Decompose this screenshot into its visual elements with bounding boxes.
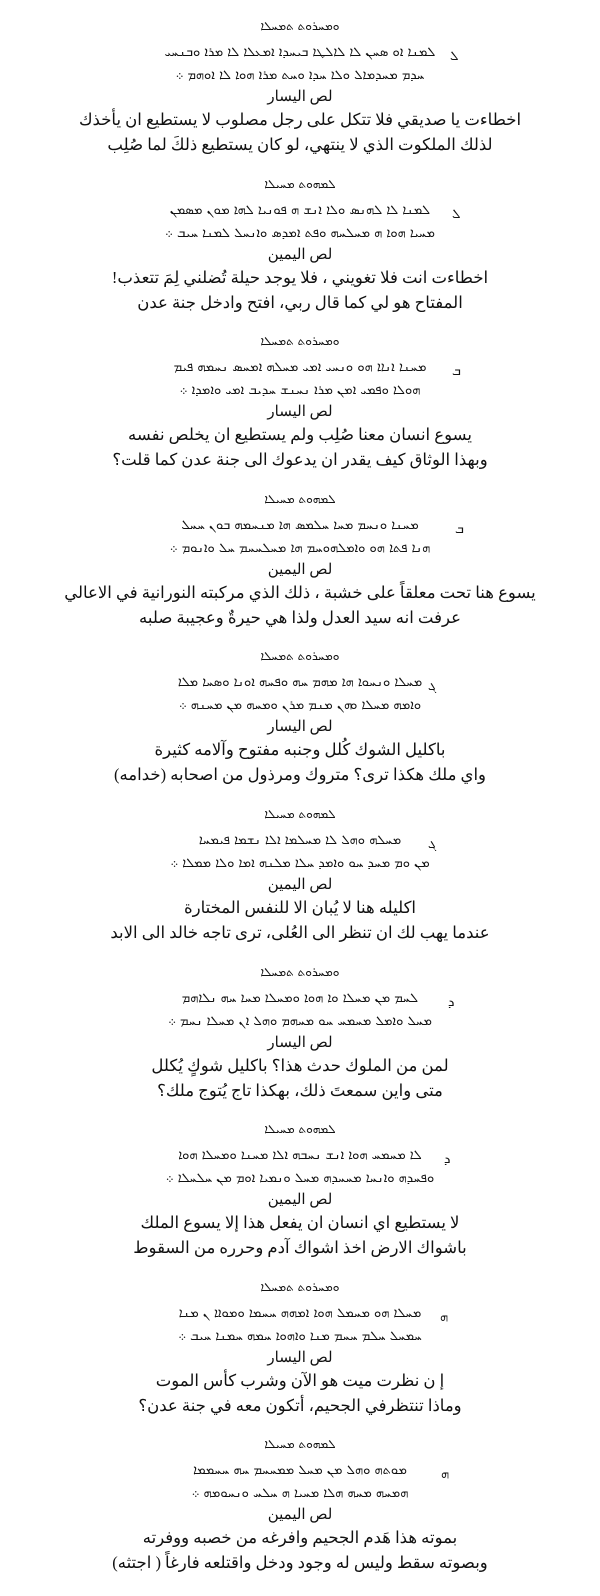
stanza: [0, 958, 600, 1108]
syriac-line-2: ܗܘܠܐ ܘܦܡܝ ܐܡܢ ܡܪܐ ܢܚܢܫ ܚܕܝܒ ܐܡܝ ܘܐܡܕܐ ܀: [179, 383, 421, 398]
stanza: [0, 485, 600, 635]
side-label: لص اليمين: [267, 247, 333, 263]
stanza: [0, 1430, 600, 1580]
arabic-line-1: اكليله هنا لا يُبان الا للنفس المختارة: [183, 898, 417, 917]
arabic-line-2: وماذا تنتظرفي الجحيم، أتكون معه في جنة عدن؟: [138, 1396, 462, 1415]
side-label: لص اليسار: [267, 1350, 333, 1366]
arabic-line-2: عندما يهب لك ان تنظر الى العُلى، ترى تاجه خالد الى الابد: [110, 923, 490, 942]
side-label: لص اليسار: [267, 89, 333, 105]
arabic-line-2: المفتاح هو لي كما قال ربي، افتح وادخل جنة عدن: [137, 293, 463, 312]
side-label: لص اليمين: [267, 562, 333, 578]
side-label: لص اليمين: [267, 1192, 333, 1208]
side-label: لص اليسار: [267, 719, 333, 735]
stanza-number: ܒ: [455, 522, 464, 537]
stanza: [0, 327, 600, 477]
arabic-line-1: بموته هذا هَدم الجحيم وافرغه من خصبه ووفرته: [142, 1528, 458, 1547]
arabic-line-1: لا يستطيع اي انسان ان يفعل هذا إلا يسوع الملك: [140, 1213, 460, 1232]
arabic-line-1: باكليل الشوك كُلل وجنبه مفتوح وآلامه كثيرة: [154, 740, 446, 759]
arabic-line-1: إ ن نظرت ميت هو الآن وشرب كأس الموت: [155, 1371, 445, 1390]
side-label: لص اليمين: [267, 1507, 333, 1523]
stanza-number: ܕ: [448, 995, 455, 1010]
stanza-number: ܒ: [452, 364, 461, 379]
speaker-heading: ܠܡܗܘܬ ܡܚܝܠܐ: [264, 1122, 336, 1136]
syriac-line-1: ܡܚܠܐ ܗܘ ܡܚܡܠ ܗܘܐ ܐܡܗܗ ܚܚܡܐ ܘܡܘܐܐ ܢ ܡܢܐ: [178, 1306, 422, 1321]
stanza: [0, 170, 600, 320]
arabic-line-1: اخطاءت انت فلا تغويني ، فلا يوجد حيلة تُضلني لِمَ تتعذب!: [111, 268, 489, 287]
syriac-line-2: ܘܦܚܕܗ ܘܐܢܚܐ ܡܚܚܕܗ ܡܚܠ ܘܢܡܝܐ ܐܘܡ ܡܢ ܚܠܚܠܐ ܀: [165, 1171, 435, 1186]
side-label: لص اليسار: [267, 404, 333, 420]
speaker-heading: ܘܡܚܪܘܬ ܬܡܚܠܐ: [260, 1280, 340, 1294]
stanza-number: ܠ: [452, 207, 461, 222]
syriac-line-2: ܚܕܡ ܡܚܕܡܐܠ ܘܠܐ ܚܕܐ ܘܚܬ ܡܪܐ ܗܘܐ ܠܐ ܐܘܗܡ ܀: [175, 68, 425, 83]
stanza: [0, 12, 600, 162]
stanza: [0, 800, 600, 950]
syriac-line-1: ܡܚܢܐ ܘܢܚܡ ܡܚܐ ܚܠܡܣ ܗܐ ܡܢܚܡܗ ܒܘܢ ܚܚܠ: [181, 518, 419, 533]
side-label: لص اليمين: [267, 877, 333, 893]
syriac-line-2: ܡܚܠ ܘܐܡܠ ܡܚܡܚ ܚܘ ܡܚܗܡ ܘܗܠ ܐܢ ܡܚܠܐ ܢܚܡ ܀: [168, 1014, 432, 1029]
syriac-line-1: ܠܡܢܐ ܐܘ ܣܚܢ ܠܐ ܠܐܠܛܐ ܒܝܚܕܐ ܐܡܥܠܐ ܠܐ ܡܪܐ ܘܒܢܚܝ: [164, 45, 436, 60]
speaker-heading: ܘܡܚܪܘܬ ܬܡܚܠܐ: [260, 965, 340, 979]
arabic-line-2: وبهذا الوثاق كيف يقدر ان يدعوك الى جنة عدن كما قلت؟: [112, 450, 488, 469]
arabic-line-2: باشواك الارض اخذ اشواك آدم وحرره من السقوط: [133, 1238, 467, 1257]
arabic-line-2: واي ملك هكذا ترى؟ متروك ومرذول من اصحابه (خدامه): [113, 765, 487, 784]
syriac-line-1: ܡܚܠܗ ܘܗܠ ܠܐ ܡܚܠܡܐ ܐܠܐ ܢܫܡܐ ܦܝܡܚܐ: [198, 833, 402, 848]
speaker-heading: ܘܡܚܪܘܬ ܬܡܚܠܐ: [260, 334, 340, 348]
arabic-line-1: اخطاءت يا صديقي فلا تتكل على رجل مصلوب لا يستطيع ان يأخذك: [78, 110, 522, 129]
syriac-line-1: ܠܡܢܐ ܠܐ ܠܗܢܣ ܘܠܐ ܐܢܫ ܗ ܦܘܢܝܐ ܠܗܐ ܡܘܢ ܡܣܡܢ: [169, 203, 431, 218]
stanza-number: ܗ: [440, 1310, 449, 1325]
arabic-line-2: لذلك الملكوت الذي لا ينتهي، لو كان يستطيع ذلكَ لما صُلِب: [107, 135, 493, 154]
speaker-heading: ܠܡܗܘܬ ܡܚܝܠܐ: [264, 807, 336, 821]
syriac-line-2: ܚܡܚܠ ܚܠܡ ܚܚܡ ܡܢܐ ܘܐܗܘܐ ܚܡܗ ܚܡܢܐ ܚܝܒ ܀: [178, 1329, 422, 1344]
arabic-line-2: وبصوته سقط وليس له وجود ودخل واقتلعه فارغاً ( اجتثه): [112, 1553, 488, 1572]
arabic-line-2: عرفت انه سيد العدل ولذا هي حيرةٌ وعجيبة صلبه: [139, 608, 461, 627]
syriac-line-2: ܘܐܡܗ ܡܚܠܐ ܘܗܢ ܡܢܡ ܡܪܢ ܘܡܚܗ ܡܢ ܡܚܢܗ ܀: [178, 698, 422, 713]
syriac-line-1: ܡܚܢܐ ܐܢܐܐ ܗܘ ܘܢܚܝ ܐܡܝ ܡܚܠܗ ܐܡܚܣ ܢܚܡܗ ܦܝܡ: [173, 360, 427, 375]
arabic-line-1: لمن من الملوك حدث هذا؟ باكليل شوكٍ يُكلل: [151, 1056, 449, 1075]
syriac-line-2: ܗܡܚܗ ܡܚܗ ܗܠܐ ܡܚܝܐ ܗ ܚܠܚ ܘܢܚܘܡܗ ܀: [191, 1486, 409, 1501]
syriac-line-2: ܡܚܝܐ ܗܘܐ ܗ ܡܚܠܚܗ ܘܦܬ ܐܡܕܣ ܘܐܢܚܠ ܠܡܢܐ ܚܝܒ ܀: [165, 226, 435, 241]
speaker-heading: ܠܡܗܘܬ ܡܚܝܠܐ: [264, 177, 336, 191]
speaker-heading: ܠܡܗܘܬ ܡܚܝܠܐ: [264, 1437, 336, 1451]
arabic-line-1: يسوع هنا تحت معلقاً على خشبة ، ذلك الذي مركبته النورانية في الاعالي: [64, 583, 536, 602]
syriac-line-1: ܡܚܠܐ ܘܢܚܘܐ ܗܐ ܡܗܡ ܚܗ ܘܦܚܗ ܐܘܢܐ ܘܣܚܐ ܡܠܐ: [177, 675, 423, 690]
stanza-number: ܗ: [441, 1467, 450, 1482]
syriac-line-2: ܗܢܐ ܦܬܐ ܗܘ ܘܐܡܠܗܘܚܡ ܗܐ ܡܚܠܚܚܡ ܚܠ ܘܐܢܘܡ ܀: [169, 541, 431, 556]
stanza-number: ܠ: [450, 49, 459, 64]
speaker-heading: ܘܡܚܪܘܬ ܬܡܚܠܐ: [260, 19, 340, 33]
stanza: [0, 1273, 600, 1423]
speaker-heading: ܠܡܗܘܬ ܡܚܝܠܐ: [264, 492, 336, 506]
arabic-line-1: يسوع انسان معنا صُلِب ولم يستطيع ان يخلص نفسه: [128, 425, 472, 444]
stanza: [0, 642, 600, 792]
syriac-line-1: ܠܐ ܡܚܡܚ ܗܘܐ ܐܢܫ ܢܚܒܗ ܐܠܐ ܡܚܢܐ ܘܡܚܠܐ ܗܘܐ: [178, 1148, 422, 1163]
arabic-line-2: متى واين سمعتَ ذلك، بهكذا تاج يُتوج ملك؟: [157, 1081, 443, 1100]
speaker-heading: ܘܡܚܪܘܬ ܬܡܚܠܐ: [260, 649, 340, 663]
stanza-number: ܓ: [428, 679, 437, 694]
syriac-line-2: ܡܢ ܘܡ ܡܚܕ ܚܘ ܘܐܡܕ ܚܠܐ ܡܠܢܗ ܐܡܐ ܘܠܐ ܡܡܠܐ ܀: [170, 856, 430, 871]
syriac-line-1: ܡܘܬܗ ܘܗܠ ܡܢ ܡܚܠ ܡܡܚܚܡ ܚܗ ܚܚܡܡܐ: [193, 1463, 407, 1478]
stanza-number: ܓ: [428, 837, 437, 852]
side-label: لص اليسار: [267, 1035, 333, 1051]
syriac-line-1: ܠܚܡ ܡܢ ܡܚܠܐ ܘܐ ܗܘܐ ܘܡܚܠܐ ܡܚܐ ܚܗ ܢܠܐܗܡ: [181, 991, 419, 1006]
stanza-number: ܕ: [444, 1152, 451, 1167]
stanza: [0, 1115, 600, 1265]
